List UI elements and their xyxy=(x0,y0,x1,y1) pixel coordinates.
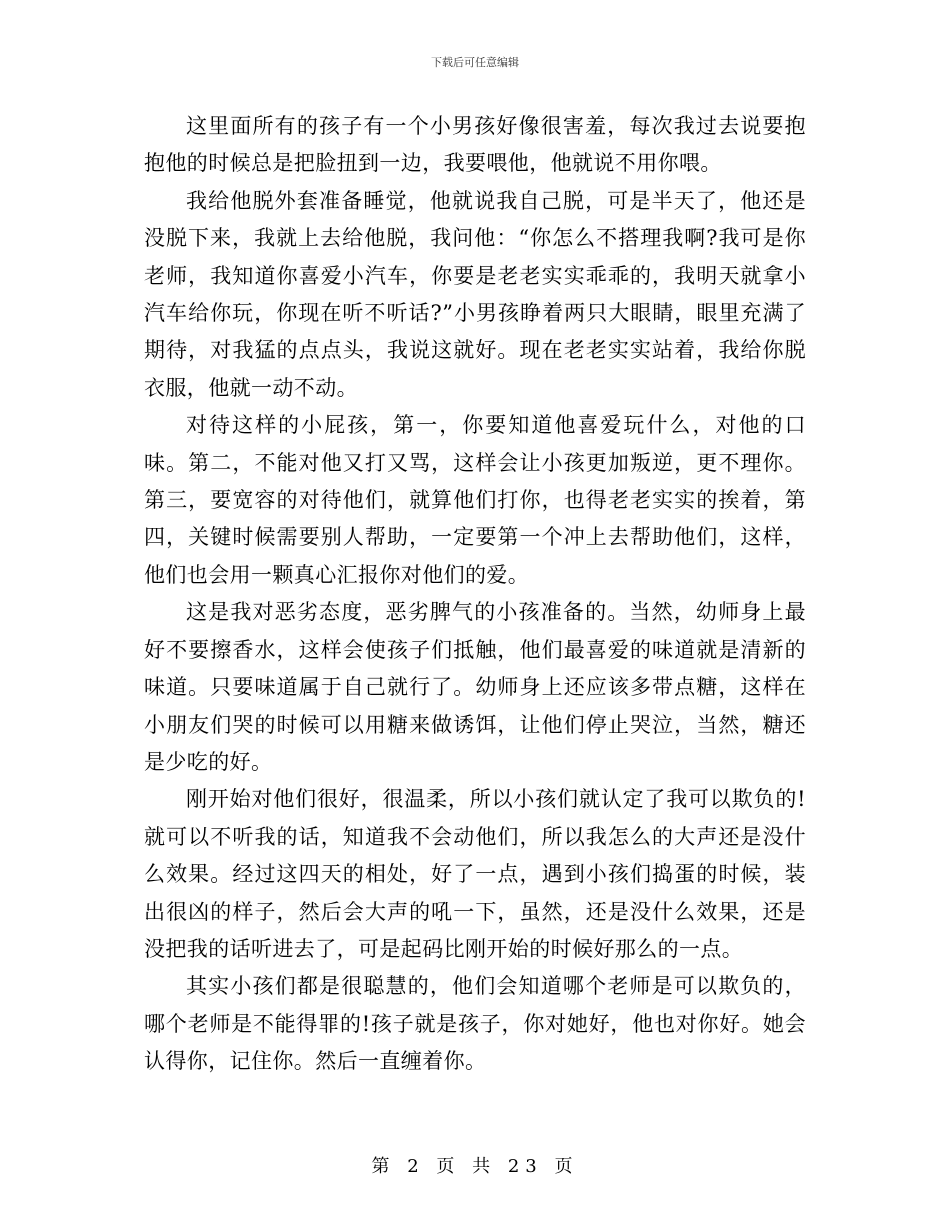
paragraph-5: 刚开始对他们很好，很温柔，所以小孩们就认定了我可以欺负的!就可以不听我的话，知道我不会动他们，所以我怎么的大声还是没什么效果。经过这四天的相处，好了一点，遇到小孩们捣蛋的时候，装出很凶的样子，然后会大声的吼一下，虽然，还是没什么效果，还是没把我的话听进去了，可是起码比刚开始的时候好那么的一点。 xyxy=(144,787,806,961)
paragraph-3: 对待这样的小屁孩，第一，你要知道他喜爱玩什么，对他的口味。第二，不能对他又打又骂，这样会让小孩更加叛逆，更不理你。第三，要宽容的对待他们，就算他们打你，也得老老实实的挨着，第四，关键时候需要别人帮助，一定要第一个冲上去帮助他们，这样，他们也会用一颗真心汇报你对他们的爱。 xyxy=(144,413,806,587)
paragraph-1: 这里面所有的孩子有一个小男孩好像很害羞，每次我过去说要抱抱他的时候总是把脸扭到一边，我要喂他，他就说不用你喂。 xyxy=(144,114,806,176)
page-number-footer: 第 2 页 共 23 页 xyxy=(371,1156,579,1177)
page-header: 下载后可任意编辑 xyxy=(431,56,519,69)
paragraph-4: 这是我对恶劣态度，恶劣脾气的小孩准备的。当然，幼师身上最好不要擦香水，这样会使孩子们抵触，他们最喜爱的味道就是清新的味道。只要味道属于自己就行了。幼师身上还应该多带点糖，这样在小朋友们哭的时候可以用糖来做诱饵，让他们停止哭泣，当然，糖还是少吃的好。 xyxy=(144,600,806,774)
paragraph-2: 我给他脱外套准备睡觉，他就说我自己脱，可是半天了，他还是没脱下来，我就上去给他脱，我问他：“你怎么不搭理我啊?我可是你老师，我知道你喜爱小汽车，你要是老老实实乖乖的，我明天就拿小汽车给你玩，你现在听不听话?”小男孩睁着两只大眼睛，眼里充满了期待，对我猛的点点头，我说这就好。现在老老实实站着，我给你脱衣服，他就一动不动。 xyxy=(144,188,806,400)
document-body xyxy=(144,108,806,1081)
paragraph-6: 其实小孩们都是很聪慧的，他们会知道哪个老师是可以欺负的，哪个老师是不能得罪的!孩子就是孩子，你对她好，他也对你好。她会认得你，记住你。然后一直缠着你。 xyxy=(144,974,806,1074)
